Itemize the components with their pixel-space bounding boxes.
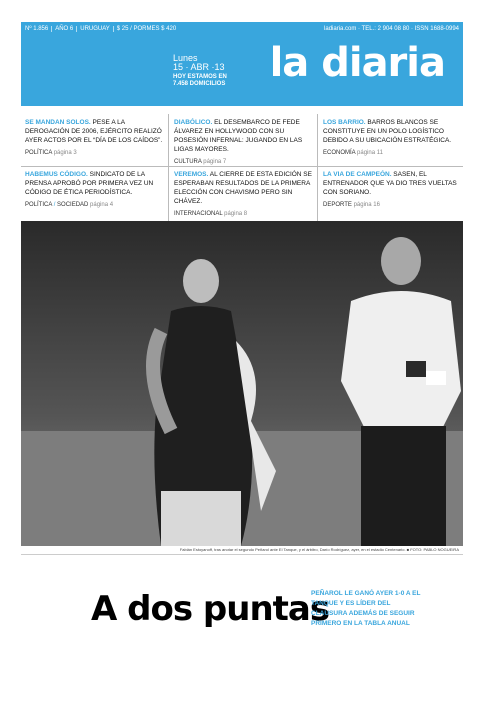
section-label: DEPORTE página 16: [323, 202, 380, 208]
date: 15 · ABR ·13: [173, 62, 225, 72]
weekday: Lunes: [173, 53, 198, 63]
cover-story[interactable]: [21, 554, 463, 663]
edition-number: Nº 1.856: [25, 26, 52, 32]
contact-info: ladiaria.com · TEL.: 2 904 08 80 · ISSN 1688-0994: [324, 26, 459, 32]
cover-photo: [21, 221, 463, 546]
masthead: [21, 36, 463, 106]
brief-item[interactable]: DIABÓLICO. EL DESEMBARCO DE FEDE ÁLVAREZ EN HOLLYWOOD CON SU POSESIÓN INFERNAL: JUGANDO EN LAS LIGAS MAYORES. CULTURA página 7: [174, 118, 317, 167]
year: AÑO 6: [55, 26, 77, 32]
country: URUGUAY: [80, 26, 114, 32]
brief-item[interactable]: LA VIA DE CAMPEÓN. SASEN, EL ENTRENADOR QUE YA DIO TRES VUELTAS CON SORIANO. DEPORTE página 16: [323, 170, 466, 210]
section-label: POLÍTICA / SOCIEDAD página 4: [25, 202, 114, 208]
main-headline: A dos puntas: [91, 589, 330, 629]
section-label: POLÍTICA página 3: [25, 150, 77, 156]
section-label: CULTURA página 7: [174, 159, 227, 165]
headline-deck: PEÑAROL LE GANÓ AYER 1-0 A EL TANQUE Y ES LÍDER DEL CLAUSURA ADEMÁS DE SEGUIR PRIMERO EN LA TABLA ANUAL: [311, 590, 421, 627]
brief-item[interactable]: VEREMOS. AL CIERRE DE ESTA EDICIÓN SE ESPERABAN RESULTADOS DE LA PRIMERA ELECCIÓN CON CHAVISMO PERO SIN CHÁVEZ. INTERNACIONAL página 8: [174, 170, 317, 219]
circulation-note: HOY ESTAMOS EN 7.458 DOMICILIOS: [173, 74, 227, 87]
photo-caption: Fabián Estoyanoff, tras anotar el segundo Peñarol ante El Tanque, y el árbitro, Darío Rodríguez, ayer, en el estadio Centenario. ■ FOTO: PABLO NOGUEIRA: [179, 547, 459, 552]
info-bar: [21, 22, 463, 36]
brief-item[interactable]: SE MANDAN SOLOS. PESE A LA DEROGACIÓN DE 2006, EJÉRCITO REALIZÓ AYER ACTOS POR EL “DÍA DE LOS CAÍDOS”. POLÍTICA página 3: [25, 118, 168, 158]
price: $ 25 / PORMES $ 420: [116, 26, 177, 32]
front-page: [21, 22, 463, 662]
brief-item[interactable]: HABEMUS CÓDIGO. SINDICATO DE LA PRENSA APROBÓ POR PRIMERA VEZ UN CÓDIGO DE ÉTICA PERIODÍSTICA. POLÍTICA / SOCIEDAD página 4: [25, 170, 168, 210]
photo-image: [21, 221, 463, 546]
brief-item[interactable]: LOS BARRIO. BARROS BLANCOS SE CONSTITUYE EN UN POLO LOGÍSTICO DEBIDO A SU UBICACIÓN ESTRATÉGICA. ECONOMÍA página 11: [323, 118, 466, 158]
newspaper-logo: la diaria: [269, 40, 445, 86]
section-label: ECONOMÍA página 11: [323, 150, 383, 156]
edition-info: [25, 26, 179, 32]
column-divider: [168, 114, 169, 232]
date-block: [173, 54, 227, 88]
section-label: INTERNACIONAL página 8: [174, 211, 248, 217]
column-divider: [317, 114, 318, 232]
